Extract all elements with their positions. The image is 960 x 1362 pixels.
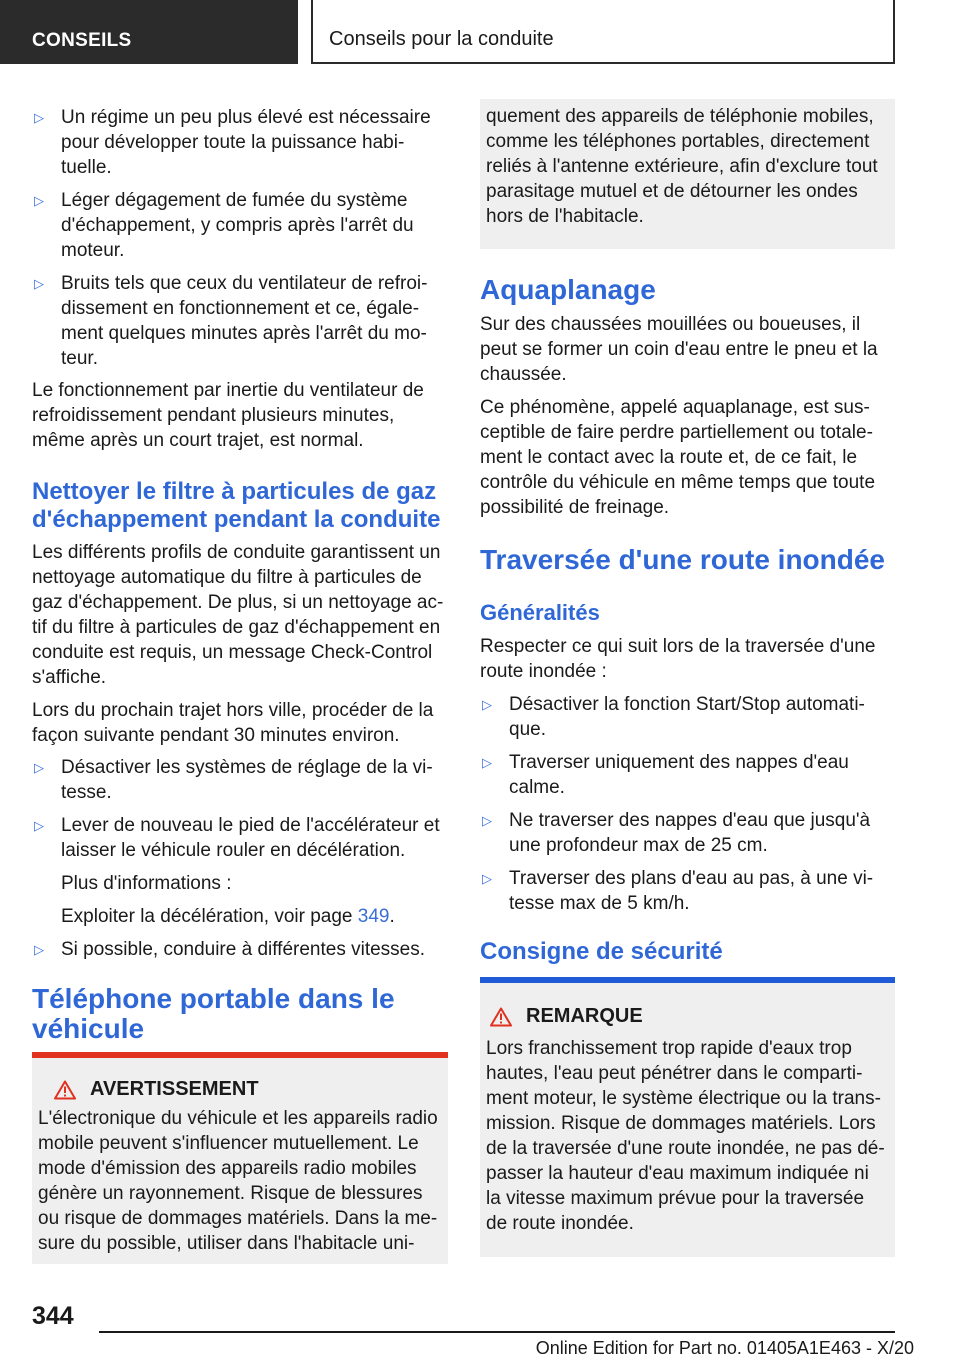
see-page-reference: Exploiter la décélération, voir page 349. [61,906,395,927]
warning-box [32,1058,448,1264]
bullet-triangle-icon: ▷ [34,818,44,833]
heading-flooded-road: Traversée d'une route inondée [480,544,886,575]
paragraph: Sur des chaussées mouillées ou boueuses, il peut se former un coin d'eau entre le pneu et la chaussée. [480,314,878,385]
warning-box-continued [480,99,895,249]
list-item: ▷ Désactiver les systèmes de réglage de la vi-tesse. [34,757,433,803]
more-info-label: Plus d'informations : [61,873,232,894]
bullet-triangle-icon: ▷ [482,813,492,828]
bullet-triangle-icon: ▷ [34,110,44,125]
paragraph: Les différents profils de conduite garantissent un nettoyage automatique du filtre à particules de gaz d'échappement. De plus, si un nettoyage ac-tif du filtre à particules de gaz d'échappement en conduite est requis, un message Check-Control s'affiche. [32,542,444,688]
note-header [486,1005,887,1028]
heading-safety: Consigne de sécurité [480,938,723,965]
list-item: ▷ Traverser des plans d'eau au pas, à une vi-tesse max de 5 km/h. [482,868,874,914]
list-item: ▷ Si possible, conduire à différentes vitesses. [34,939,426,960]
paragraph: Le fonctionnement par inertie du ventilateur de refroidissement pendant plusieurs minutes, même après un court trajet, est normal. [32,380,424,451]
list-item: ▷ Bruits tels que ceux du ventilateur de refroi-dissement en fonctionnement et ce, égale-ment quelques minutes après l'arrêt du mo-teur. [34,273,428,369]
list-item: ▷ Un régime un peu plus élevé est nécessaire pour développer toute la puissance habi-tuelle. [34,107,431,178]
note-box [480,983,895,1257]
bullet-list-filter [32,755,448,962]
footer-rule [99,1331,895,1333]
bullet-list-top [32,105,448,371]
bullet-list-flood [480,692,895,916]
heading-general: Généralités [480,600,600,625]
header-section-tab [0,0,298,64]
list-item: ▷ Ne traverser des nappes d'eau que jusqu'à une profondeur max de 25 cm. [482,810,871,856]
footer-edition: Online Edition for Part no. 01405A1E463 - X/20 [535,1338,914,1358]
bullet-triangle-icon: ▷ [34,760,44,775]
paragraph: Respecter ce qui suit lors de la traversée d'une route inondée : [480,636,876,682]
bullet-triangle-icon: ▷ [34,276,44,291]
heading-phone: Téléphone portable dans le véhicule [32,983,395,1044]
bullet-triangle-icon: ▷ [482,871,492,886]
warning-text: L'électronique du véhicule et les appareils radio mobile peuvent s'influencer mutuellement. Le mode d'émission des appareils radio mobiles génère un rayonnement. Risque de blessures ou risque de dommages matériels. Dans la me-sure du possible, utiliser dans l'habitacle uni- [38,1108,438,1254]
bullet-triangle-icon: ▷ [482,697,492,712]
paragraph: Ce phénomène, appelé aquaplanage, est sus-ceptible de faire perdre partiellement ou totale-ment le contact avec la route et, de ce fait, le contrôle du véhicule en même temps que toute possibilité de freinage. [480,397,876,518]
bullet-triangle-icon: ▷ [34,942,44,957]
heading-filter: Nettoyer le filtre à particules de gaz d'échappement pendant la conduite [32,478,441,533]
note-title: REMARQUE [526,1005,643,1027]
header-title-box [311,0,895,64]
header-section-label: CONSEILS [32,30,132,51]
page-number: 344 [32,1302,74,1330]
warning-header [38,1078,440,1101]
page-link[interactable]: 349 [357,906,390,927]
list-item: ▷ Léger dégagement de fumée du système d'échappement, y compris après l'arrêt du moteur. [34,190,414,261]
paragraph: Lors du prochain trajet hors ville, procéder de la façon suivante pendant 30 minutes environ. [32,700,434,746]
heading-aquaplaning: Aquaplanage [480,274,656,305]
list-item: ▷ Désactiver la fonction Start/Stop automati-que. [482,694,865,740]
bullet-triangle-icon: ▷ [34,193,44,208]
note-text: Lors franchissement trop rapide d'eaux trop hautes, l'eau peut pénétrer dans le comparti-ment moteur, le système électrique ou la trans-mission. Risque de dommages matériels. Lors de la traversée d'une route inondée, ne pas dé-passer la hauteur d'eau maximum indiquée ni la vitesse maximum prévue pour la traversée de route inondée. [486,1038,885,1234]
warning-triangle-icon [490,1007,512,1027]
list-item: ▷ Lever de nouveau le pied de l'accélérateur et laisser le véhicule rouler en décélération. [34,815,440,861]
header-title: Conseils pour la conduite [329,28,554,50]
bullet-triangle-icon: ▷ [482,755,492,770]
warning-triangle-icon [54,1080,76,1100]
list-item: ▷ Traverser uniquement des nappes d'eau calme. [482,752,849,798]
warning-title: AVERTISSEMENT [90,1078,259,1100]
warning-text-continued: quement des appareils de téléphonie mobiles, comme les téléphones portables, directement reliés à l'antenne extérieure, afin d'exclure tout parasitage mutuel et de détourner les ondes hors de l'habitacle. [486,106,878,227]
